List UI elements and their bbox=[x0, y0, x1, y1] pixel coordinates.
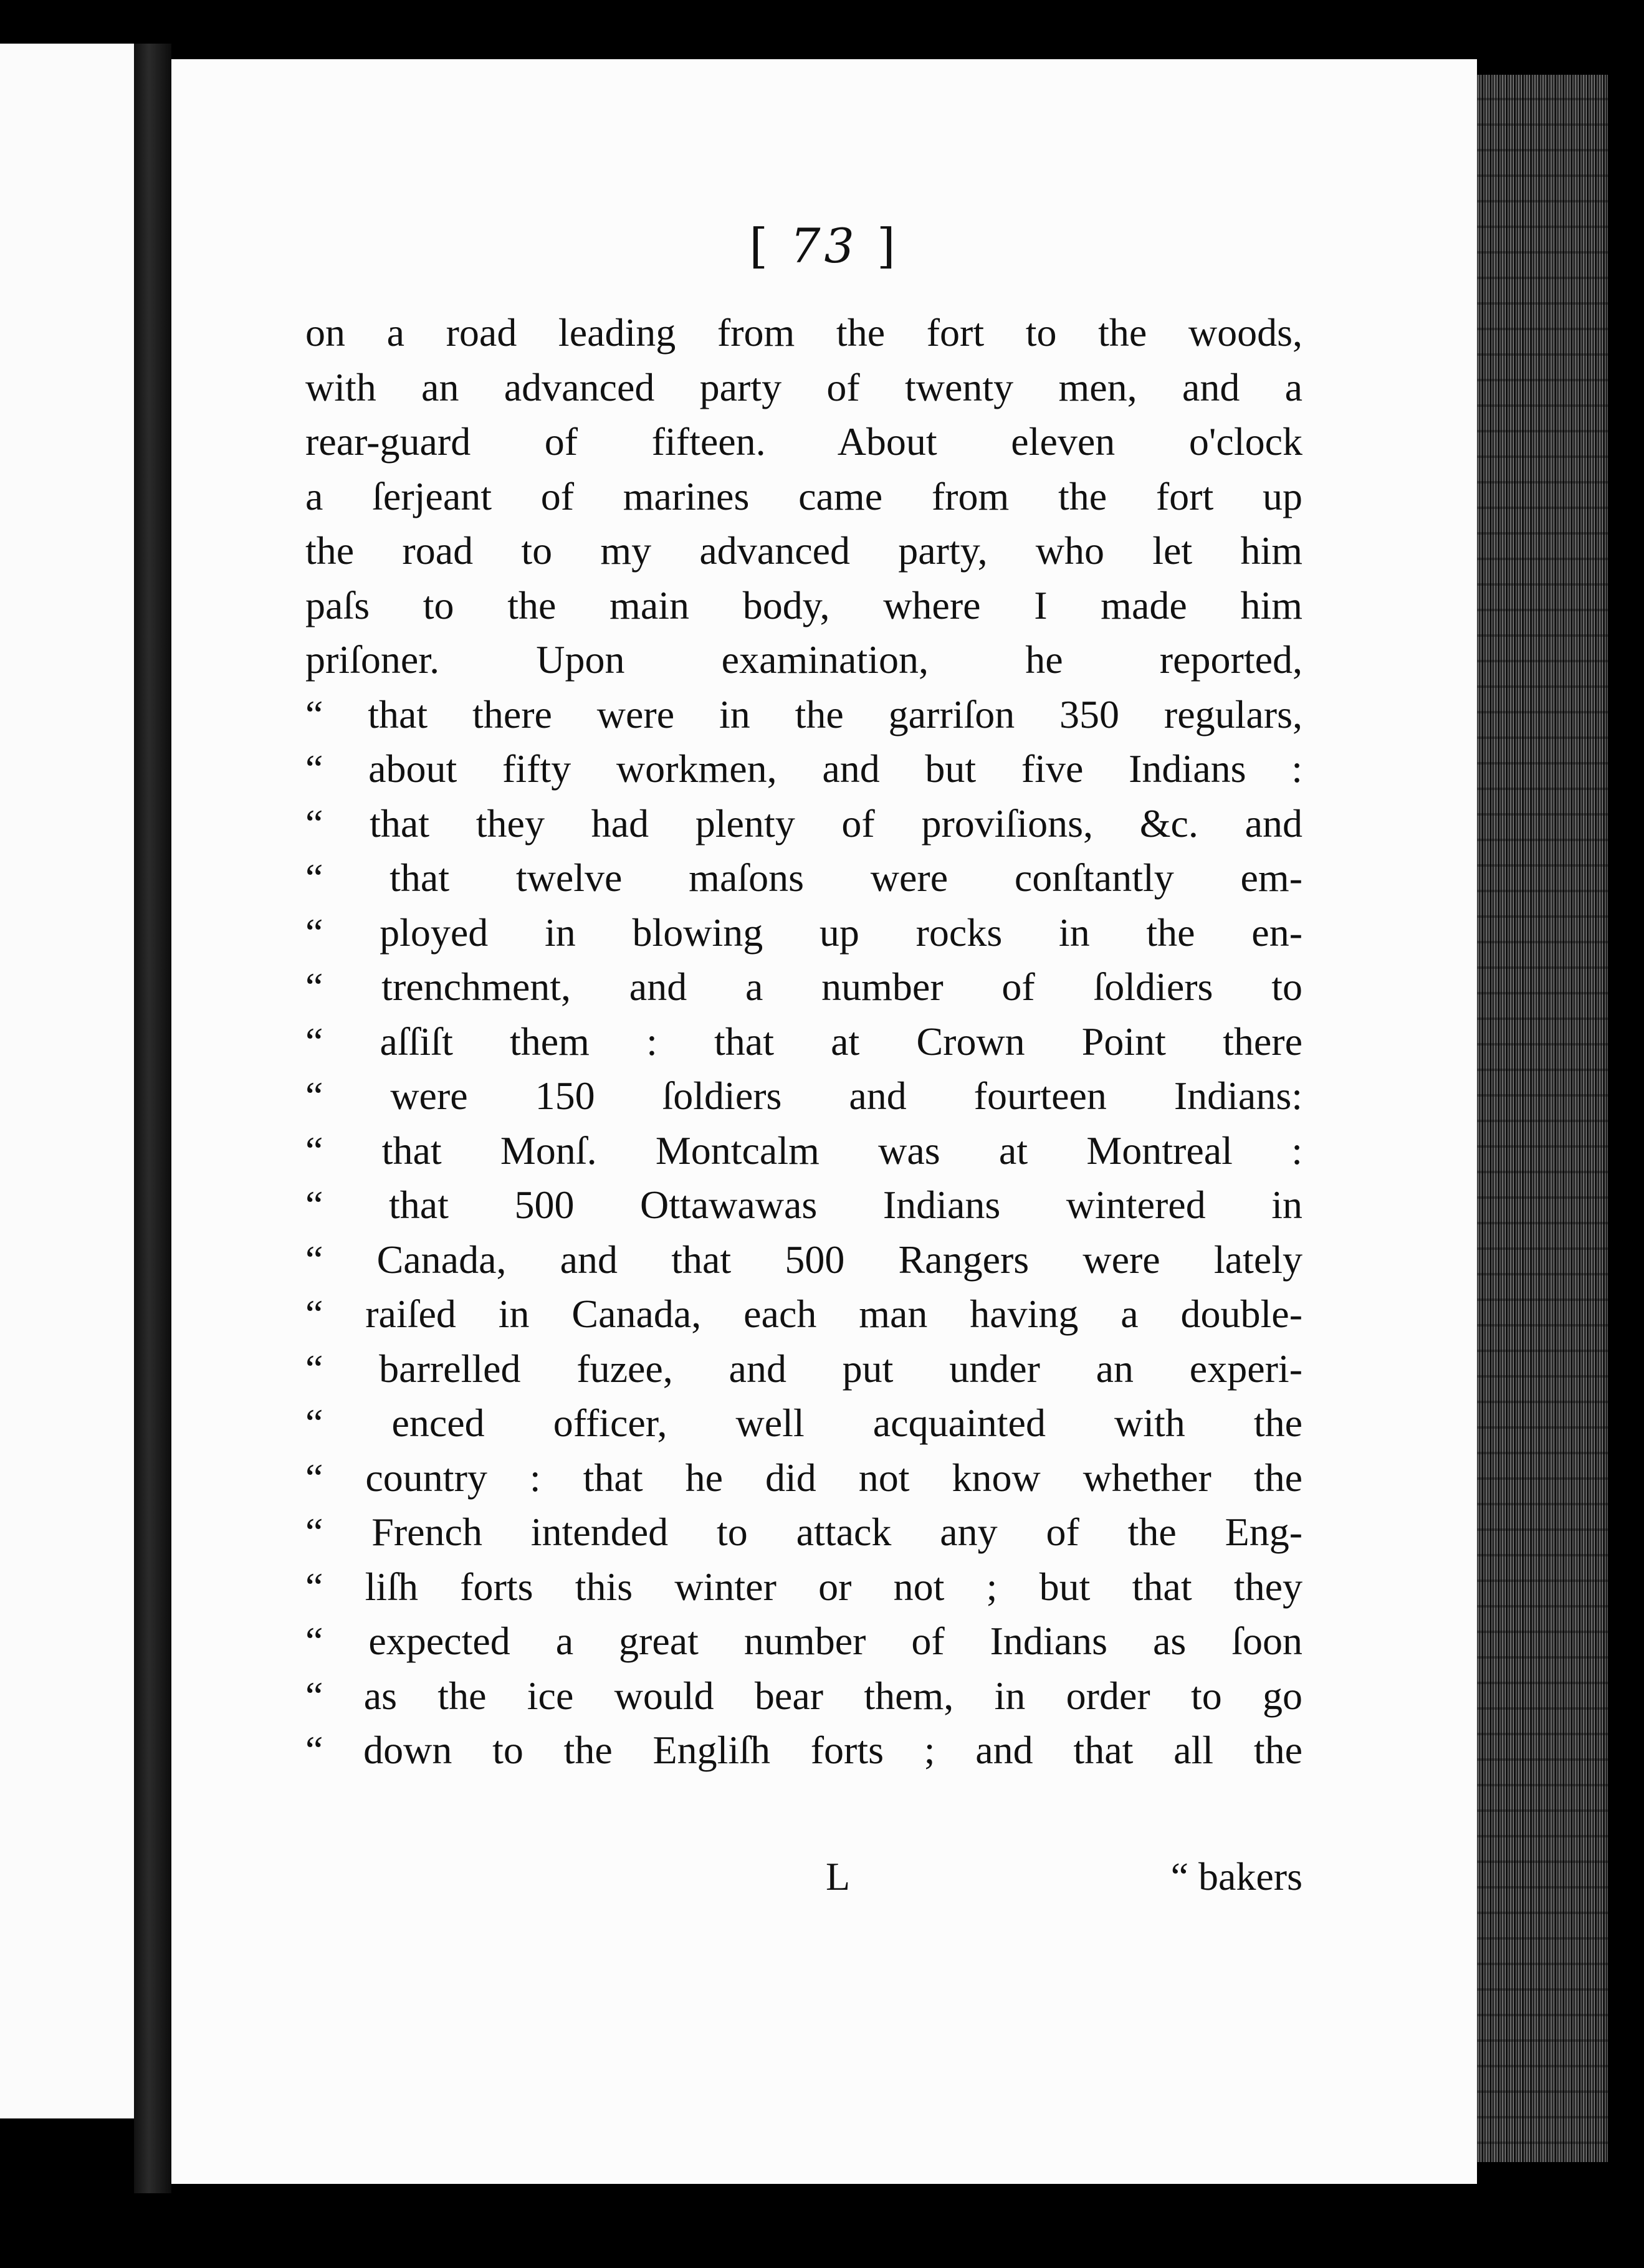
text-line: “ raiſed in Canada, each man having a double- bbox=[305, 1292, 1302, 1336]
text-line: “ as the ice would bear them, in order to go bbox=[305, 1673, 1302, 1718]
book-page bbox=[171, 59, 1477, 2184]
text-line: paſs to the main body, where I made him bbox=[305, 583, 1302, 627]
text-line: “ that Monſ. Montcalm was at Montreal : bbox=[305, 1128, 1302, 1173]
catchword: “ bakers bbox=[1170, 1854, 1302, 1899]
text-line: a ſerjeant of marines came from the fort up bbox=[305, 474, 1302, 518]
book-gutter bbox=[134, 44, 171, 2193]
text-line: “ expected a great number of Indians as ſoon bbox=[305, 1619, 1302, 1663]
text-line: “ trenchment, and a number of ſoldiers to bbox=[305, 965, 1302, 1009]
text-line: “ liſh forts this winter or not ; but that they bbox=[305, 1564, 1302, 1609]
bottom-shadow bbox=[171, 2184, 1477, 2268]
text-line: “ that they had plenty of proviſions, &c. and bbox=[305, 801, 1302, 846]
page-number: 73 bbox=[790, 218, 858, 274]
page-footer bbox=[305, 1854, 1302, 1910]
body-text bbox=[305, 305, 1302, 1778]
text-line: “ about fifty workmen, and but five Indians : bbox=[305, 746, 1302, 791]
text-line: priſoner. Upon examination, he reported, bbox=[305, 637, 1302, 682]
text-line: “ aſſiſt them : that at Crown Point there bbox=[305, 1019, 1302, 1064]
text-line: “ were 150 ſoldiers and fourteen Indians: bbox=[305, 1074, 1302, 1118]
text-line: “ French intended to attack any of the Eng- bbox=[305, 1510, 1302, 1554]
page-number-header bbox=[171, 218, 1477, 274]
text-line: “ ployed in blowing up rocks in the en- bbox=[305, 910, 1302, 955]
text-line: “ Canada, and that 500 Rangers were lately bbox=[305, 1237, 1302, 1282]
text-line: the road to my advanced party, who let him bbox=[305, 528, 1302, 573]
text-line: rear-guard of fifteen. About eleven o'clock bbox=[305, 419, 1302, 464]
signature-mark: L bbox=[826, 1854, 851, 1899]
text-line: “ that twelve maſons were conſtantly em- bbox=[305, 855, 1302, 900]
text-line: “ barrelled fuzee, and put under an experi- bbox=[305, 1346, 1302, 1391]
facing-page-edge bbox=[0, 44, 138, 2118]
bracket-open: [ bbox=[749, 218, 772, 274]
text-line: “ that 500 Ottawawas Indians wintered in bbox=[305, 1183, 1302, 1227]
text-line: “ down to the Engliſh forts ; and that all the bbox=[305, 1728, 1302, 1772]
text-line: on a road leading from the fort to the woods, bbox=[305, 310, 1302, 355]
text-line: “ that there were in the garriſon 350 regulars, bbox=[305, 692, 1302, 736]
text-line: “ country : that he did not know whether the bbox=[305, 1455, 1302, 1500]
text-line: “ enced officer, well acquainted with the bbox=[305, 1401, 1302, 1445]
text-line: with an advanced party of twenty men, and a bbox=[305, 364, 1302, 409]
bracket-close: ] bbox=[877, 218, 899, 274]
